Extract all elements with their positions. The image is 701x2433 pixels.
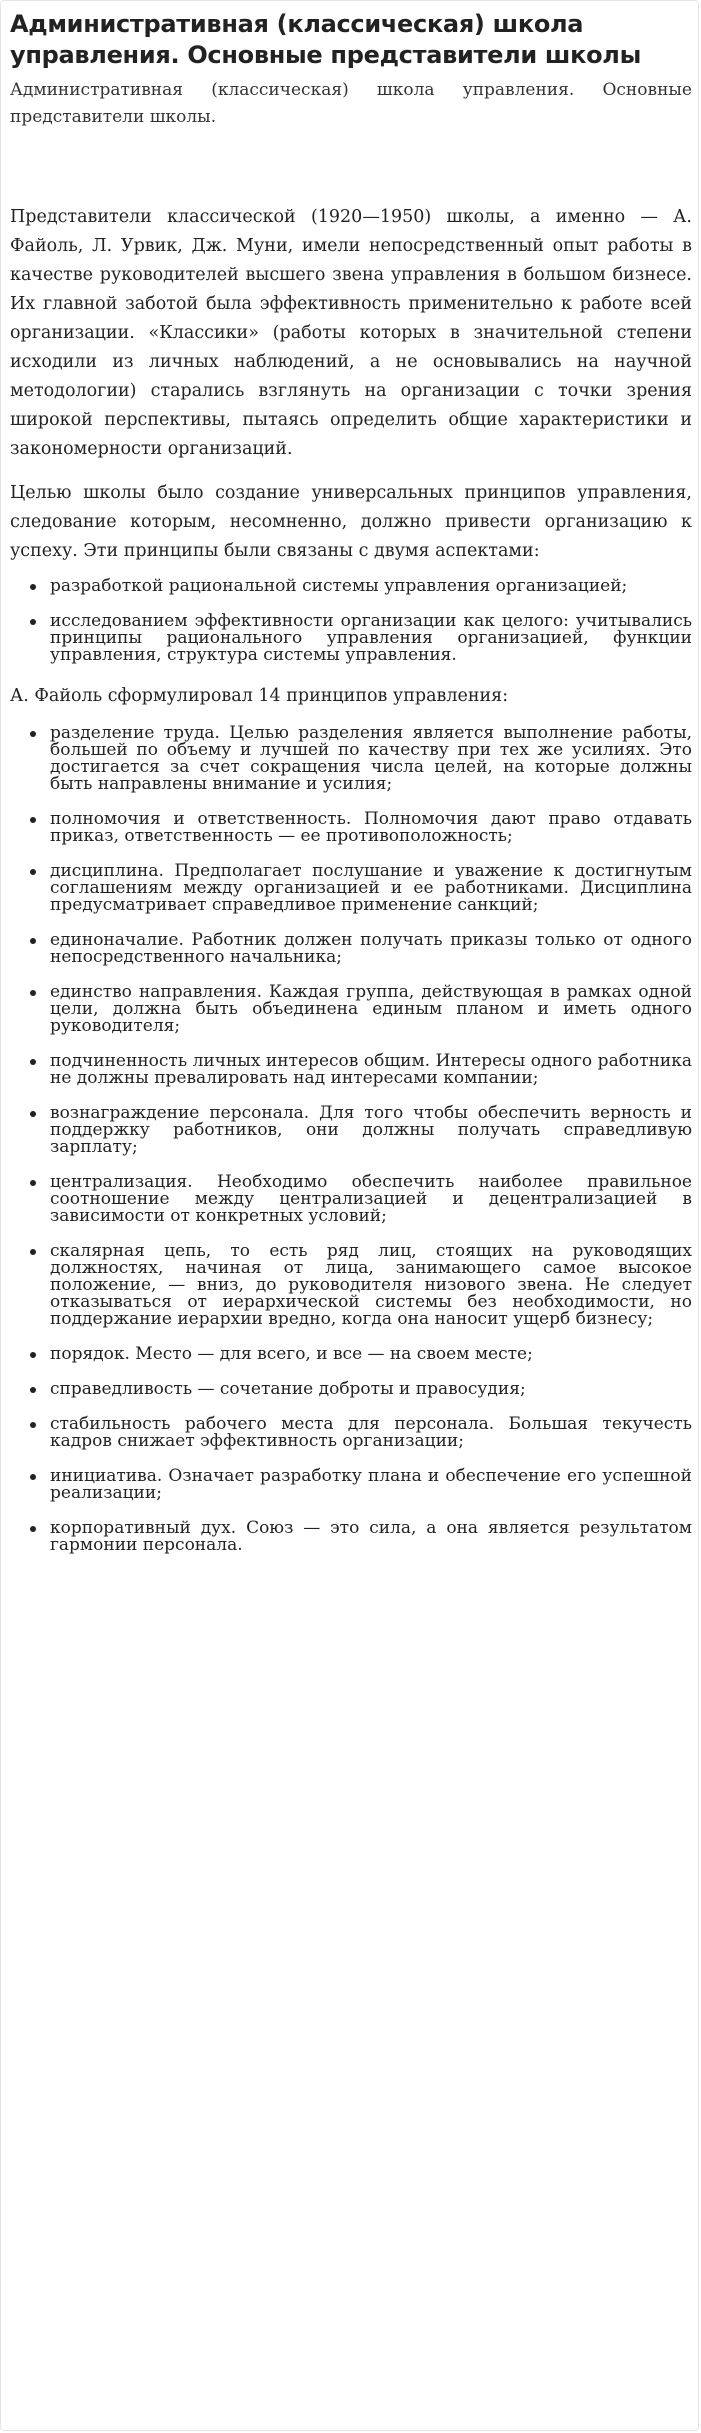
principles-list: [10, 725, 692, 1554]
aspects-list: [10, 578, 692, 664]
list-item: справедливость — сочетание доброты и правосудия;: [50, 1381, 692, 1398]
article-subtitle: Административная (классическая) школа управления. Основные представители школы.: [10, 80, 692, 127]
list-item: порядок. Место — для всего, и все — на своем месте;: [50, 1346, 692, 1363]
list-item: полномочия и ответственность. Полномочия дают право отдавать приказ, ответственность — ее противоположность;: [50, 809, 692, 846]
list-item: скалярная цепь, то есть ряд лиц, стоящих на руководящих должностях, начиная от лица, занимающего самое высокое положение, — вниз, до руководителя низового звена. Не следует отказываться от иерархической системы без необходимости, но поддержание иерархии вредно, когда она наносит ущерб бизнесу;: [50, 1241, 692, 1329]
list-item: стабильность рабочего места для персонала. Большая текучесть кадров снижает эффективность организации;: [50, 1414, 692, 1451]
article-content: [10, 9, 692, 1572]
spacer: [10, 131, 692, 203]
paragraph-fayol-principles: А. Файоль сформулировал 14 принципов управления:: [10, 686, 509, 706]
paragraph-representatives: Представители классической (1920—1950) школы, а именно — А. Файоль, Л. Урвик, Дж. Муни, имели непосредственный опыт работы в качестве руководителей высшего звена управления в большом бизнесе. Их главной заботой была эффективность применительно к работе всей организации. «Классики» (работы которых в значительной степени исходили из личных наблюдений, а не основывались на научной методологии) старались взглянуть на организации с точки зрения широкой перспективы, пытаясь определить общие характеристики и закономерности организаций.: [10, 207, 692, 459]
list-item: единство направления. Каждая группа, действующая в рамках одной цели, должна быть объединена единым планом и иметь одного руководителя;: [50, 982, 692, 1036]
list-item: единоначалие. Работник должен получать приказы только от одного непосредственного начальника;: [50, 930, 692, 967]
list-item: исследованием эффективности организации как целого: учитывались принципы рационального управления организацией, функции управления, структура системы управления.: [50, 611, 692, 665]
list-item: разделение труда. Целью разделения является выполнение работы, большей по объему и лучшей по качеству при тех же усилиях. Это достигается за счет сокращения числа целей, на которые должны быть направлены внимание и усилия;: [50, 723, 692, 794]
list-item: дисциплина. Предполагает послушание и уважение к достигнутым соглашениям между организацией и ее работниками. Дисциплина предусматривает справедливое применение санкций;: [50, 861, 692, 915]
paragraph-school-goal: Целью школы было создание универсальных принципов управления, следование которым, несомненно, должно привести организацию к успеху. Эти принципы были связаны с двумя аспектами:: [10, 483, 692, 561]
list-item: разработкой рациональной системы управления организацией;: [50, 578, 692, 595]
list-item: подчиненность личных интересов общим. Интересы одного работника не должны превалировать над интересами компании;: [50, 1051, 692, 1088]
list-item: корпоративный дух. Союз — это сила, а она является результатом гармонии персонала.: [50, 1518, 692, 1555]
list-item: вознаграждение персонала. Для того чтобы обеспечить верность и поддержку работников, они должны получать справедливую зарплату;: [50, 1103, 692, 1157]
article-title: Административная (классическая) школа управления. Основные представители школы: [10, 10, 641, 69]
list-item: инициатива. Означает разработку плана и обеспечение его успешной реализации;: [50, 1466, 692, 1503]
list-item: централизация. Необходимо обеспечить наиболее правильное соотношение между централизацией и децентрализацией в зависимости от конкретных условий;: [50, 1172, 692, 1226]
